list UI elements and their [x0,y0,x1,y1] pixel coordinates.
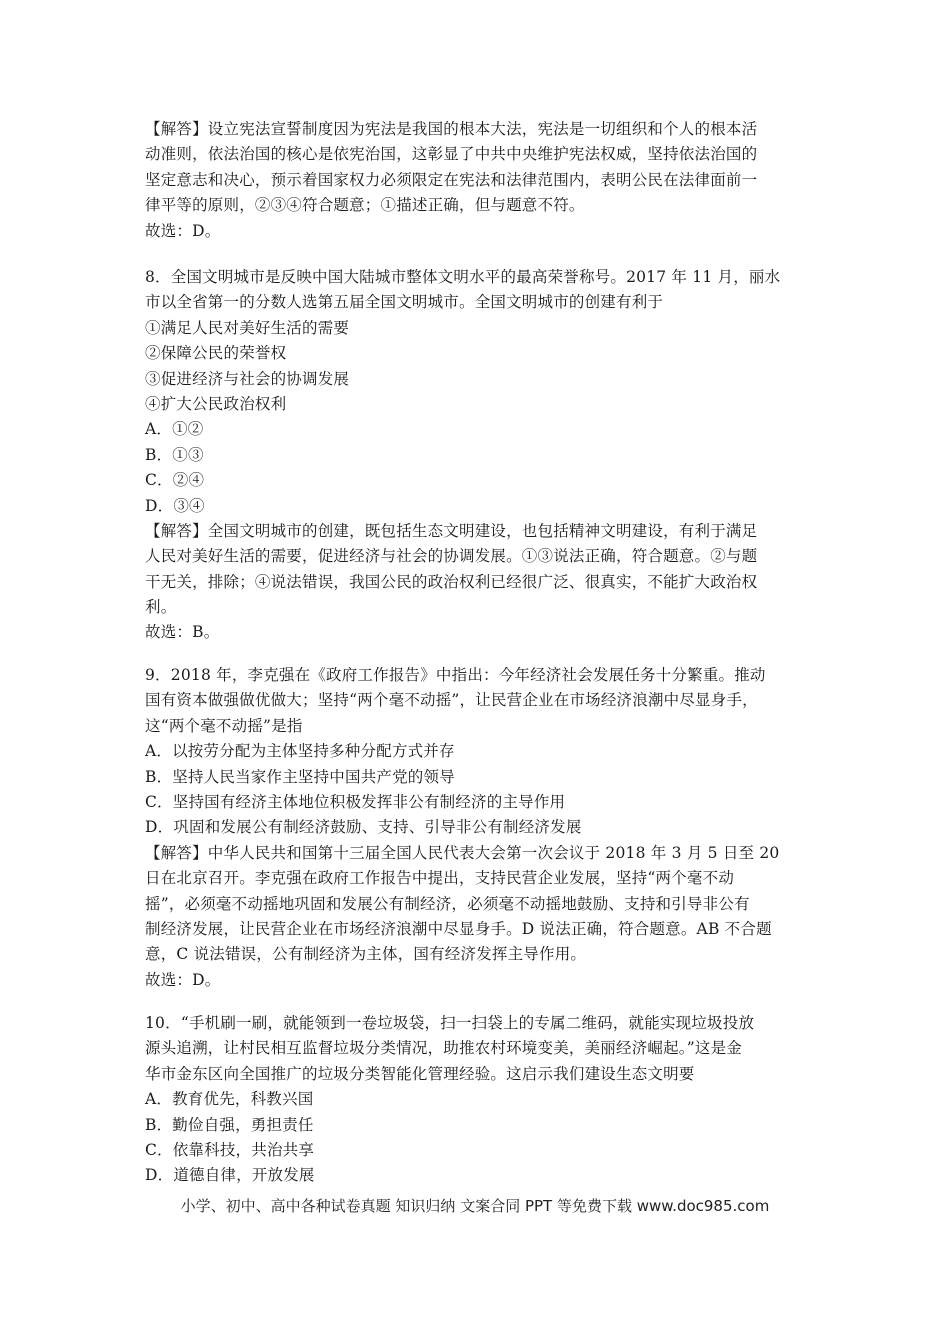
option-a: A．教育优先，科教兴国 [145,1090,314,1109]
answer-8-choice: 故选：B。 [145,623,220,642]
answer-8-line: 【解答】全国文明城市的创建，既包括生态文明建设，也包括精神文明建设，有利于满足 [145,521,758,540]
question-9-stem: 这“两个毫不动摇”是指 [145,716,303,735]
question-8-item: ①满足人民对美好生活的需要 [145,318,350,337]
answer-7-line: 律平等的原则，②③④符合题意；①描述正确，但与题意不符。 [145,196,585,215]
question-9 [145,663,810,993]
question-9-stem: 国有资本做强做优做大；坚持“两个毫不动摇”，让民营企业在市场经济浪潮中尽显身手， [145,691,758,710]
answer-9-choice: 故选：D。 [145,970,221,989]
option-c: C．坚持国有经济主体地位积极发挥非公有制经济的主导作用 [145,792,566,811]
answer-9-line: 日在北京召开。李克强在政府工作报告中提出，支持民营企业发展，坚持“两个毫不动 [145,869,735,888]
question-8-stem: 8．全国文明城市是反映中国大陆城市整体文明水平的最高荣誉称号。2017 年 11 月，丽水 [145,268,781,286]
question-10-stem: 华市金东区向全国推广的垃圾分类智能化管理经验。这启示我们建设生态文明要 [145,1064,695,1083]
option-b: B．①③ [145,445,204,464]
answer-7-line: 【解答】设立宪法宣誓制度因为宪法是我国的根本大法，宪法是一切组织和个人的根本活 [145,120,758,138]
answer-9-line: 制经济发展，让民营企业在市场经济浪潮中尽显身手。D 说法正确，符合题意。AB 不合题 [145,919,772,938]
answer-9-line: 摇”，必须毫不动摇地巩固和发展公有制经济，必须毫不动摇地鼓励、支持和引导非公有 [145,894,750,913]
answer-9-line: 意，C 说法错误，公有制经济为主体，国有经济发挥主导作用。 [145,945,587,964]
question-8-stem: 市以全省第一的分数人选第五届全国文明城市。全国文明城市的创建有利于 [145,293,664,312]
answer-7 [145,117,810,244]
answer-7-line: 动准则，依法治国的核心是依宪治国，这彰显了中共中央维护宪法权威，坚持依法治国的 [145,145,758,164]
answer-7-line: 坚定意志和决心，预示着国家权力必须限定在宪法和法律范围内，表明公民在法律面前一 [145,170,758,189]
footer-download-note: 小学、初中、高中各种试卷真题 知识归纳 文案合同 PPT 等免费下载 www.doc985.com [180,1197,770,1215]
question-10 [145,1011,810,1189]
answer-8-line: 干无关，排除；④说法错误，我国公民的政治权利已经很广泛、很真实，不能扩大政治权 [145,572,758,591]
option-c: C．依靠科技，共治共享 [145,1140,315,1159]
question-9-stem: 9．2018 年，李克强在《政府工作报告》中指出：今年经济社会发展任务十分繁重。推动 [145,666,766,684]
answer-8-line: 人民对美好生活的需要，促进经济与社会的协调发展。①③说法正确，符合题意。②与题 [145,547,758,566]
option-d: D．道德自律，开放发展 [145,1166,315,1185]
answer-9-line: 【解答】中华人民共和国第十三届全国人民代表大会第一次会议于 2018 年 3 月 5 日至 20 [145,843,780,862]
option-d: D．巩固和发展公有制经济鼓励、支持、引导非公有制经济发展 [145,818,582,837]
question-10-stem: 10．“手机刷一刷，就能领到一卷垃圾袋，扫一扫袋上的专属二维码，就能实现垃圾投放 [145,1014,755,1032]
question-8 [145,265,810,646]
question-8-item: ④扩大公民政治权利 [145,394,287,413]
option-a: A．以按劳分配为主体坚持多种分配方式并存 [145,742,455,761]
option-a: A．①② [145,420,204,439]
option-c: C．②④ [145,471,205,490]
question-10-stem: 源头追溯，让村民相互监督垃圾分类情况，助推农村环境变美，美丽经济崛起。”这是金 [145,1039,742,1058]
answer-8-line: 利。 [145,598,177,617]
option-b: B．坚持人民当家作主坚持中国共产党的领导 [145,767,455,786]
option-d: D．③④ [145,496,205,515]
question-8-item: ②保障公民的荣誉权 [145,344,287,363]
option-b: B．勤俭自强，勇担责任 [145,1115,314,1134]
answer-7-choice: 故选：D。 [145,221,221,240]
question-8-item: ③促进经济与社会的协调发展 [145,369,350,388]
